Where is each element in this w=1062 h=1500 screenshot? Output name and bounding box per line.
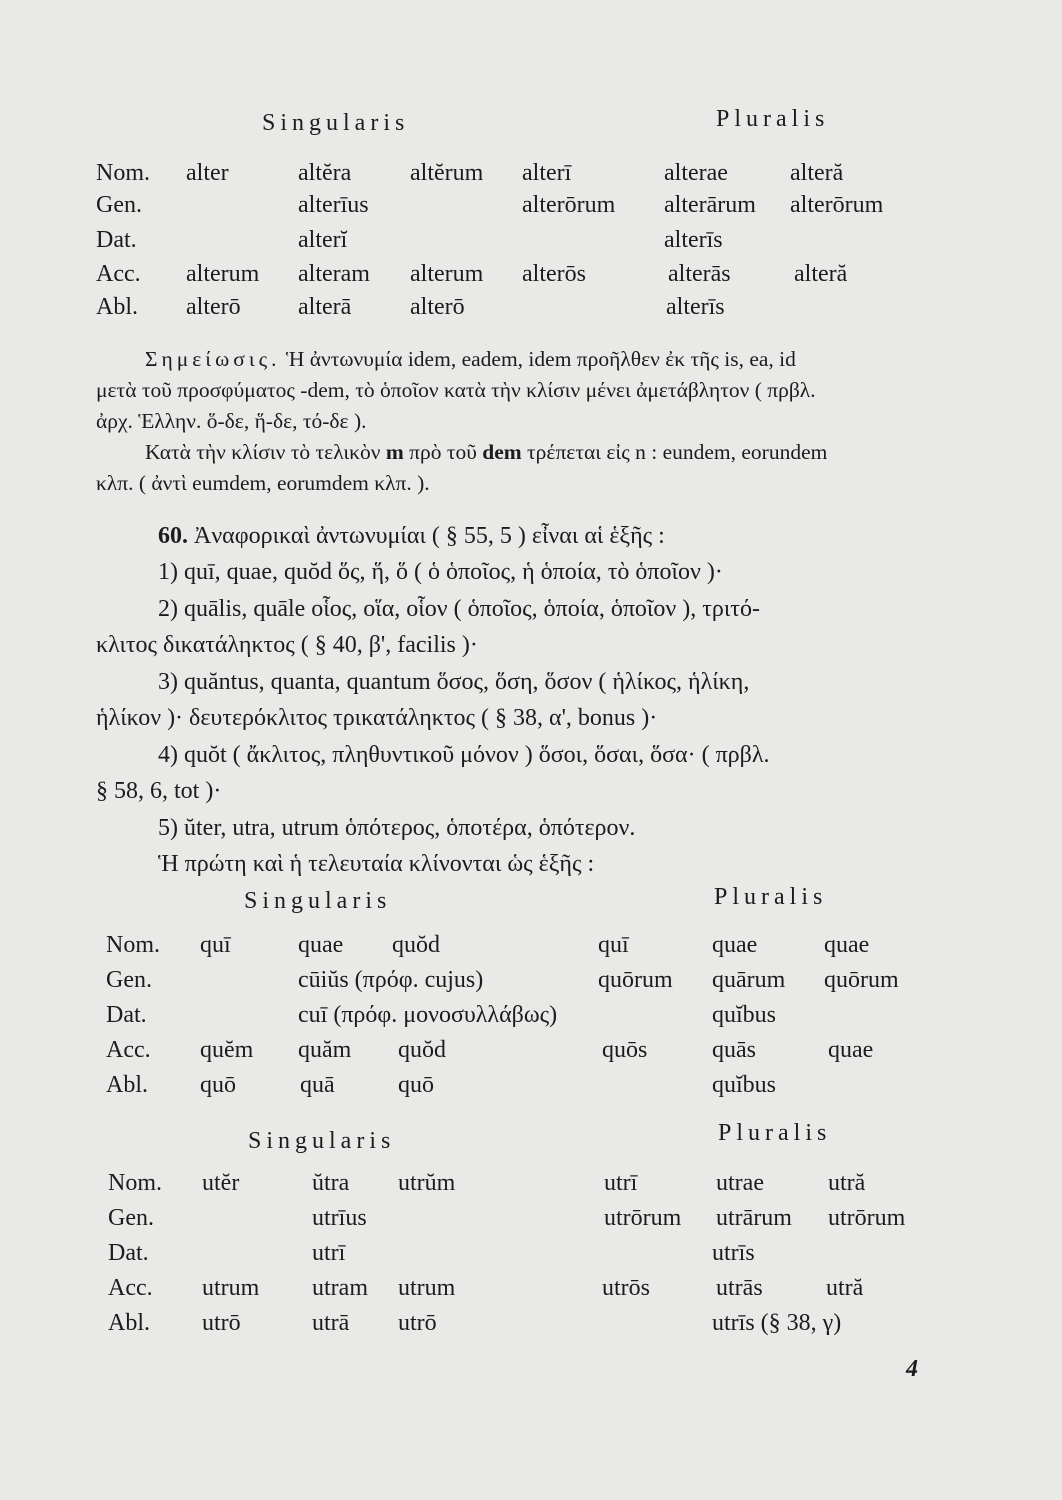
- form-cell: utrōrum: [604, 1205, 682, 1231]
- form-cell: utrā: [312, 1310, 350, 1336]
- form-cell: quī: [598, 932, 629, 958]
- form-cell: utrōs: [602, 1275, 650, 1301]
- form-cell: ŭtra: [312, 1170, 350, 1196]
- case-label: Abl.: [96, 294, 138, 320]
- section-60-line: ἡλίκον )· δευτερόκλιτος τρικατάληκτος ( § 38, α', bonus )·: [96, 705, 658, 731]
- form-cell: utrārum: [716, 1205, 792, 1231]
- note-bold: dem: [482, 440, 522, 464]
- form-cell: utrae: [716, 1170, 764, 1196]
- case-label: Acc.: [108, 1275, 153, 1301]
- case-label: Nom.: [106, 932, 160, 958]
- form-cell: alteră: [794, 261, 848, 287]
- table3-header-singularis: Singularis: [248, 1128, 396, 1154]
- form-cell: alterīs: [664, 227, 723, 253]
- form-cell: quăm: [298, 1037, 352, 1063]
- case-label: Dat.: [96, 227, 137, 253]
- case-label: Dat.: [106, 1002, 147, 1028]
- form-cell: alteram: [298, 261, 370, 287]
- case-label: Acc.: [96, 261, 141, 287]
- form-cell: quā: [300, 1072, 335, 1098]
- form-cell: quī: [200, 932, 231, 958]
- form-cell: quōrum: [598, 967, 673, 993]
- table-row: [0, 1201, 1062, 1235]
- table-row: [0, 1271, 1062, 1305]
- form-cell: alterōs: [522, 261, 586, 287]
- form-cell: quŏd: [398, 1037, 446, 1063]
- section-60-line: 1) quī, quae, quŏd ὅς, ἥ, ὅ ( ὁ ὁποῖος, ἡ ὁποία, τὸ ὁποῖον )·: [158, 559, 723, 585]
- form-cell: utră: [828, 1170, 866, 1196]
- form-cell: utră: [826, 1275, 864, 1301]
- table-row: [0, 188, 1062, 222]
- table-row: [0, 223, 1062, 257]
- case-label: Nom.: [96, 160, 150, 186]
- note-line-2: μετὰ τοῦ προσφύματος -dem, τὸ ὁποῖον κατὰ τὴν κλίσιν μένει ἀμετάβλητον ( πρβλ.: [96, 378, 816, 402]
- note-line-5: κλπ. ( ἀντὶ eumdem, eorumdem κλπ. ).: [96, 471, 430, 495]
- form-cell: cūiŭs (πρόφ. cujus): [298, 967, 484, 993]
- table2-header-singularis: Singularis: [244, 888, 392, 914]
- section-intro-text: Ἀναφορικαὶ ἀντωνυμίαι ( § 55, 5 ) εἶναι αἱ ἑξῆς :: [194, 523, 665, 549]
- case-label: Gen.: [108, 1205, 154, 1231]
- form-cell: quōs: [602, 1037, 648, 1063]
- table-row: [0, 1068, 1062, 1102]
- form-cell: quōrum: [824, 967, 899, 993]
- note-text: Ἡ ἀντωνυμία idem, eadem, idem προῆλθεν ἐκ τῆς is, ea, id: [285, 347, 796, 371]
- form-cell: alterum: [410, 261, 484, 287]
- form-cell: alterī: [522, 160, 572, 186]
- form-cell: utrum: [398, 1275, 456, 1301]
- table2-header-pluralis: Pluralis: [714, 884, 828, 910]
- note-line-4: [145, 439, 827, 466]
- case-label: Gen.: [96, 192, 142, 218]
- table1-header-singularis: Singularis: [262, 110, 410, 136]
- form-cell: alterīus: [298, 192, 369, 218]
- form-cell: alter: [186, 160, 229, 186]
- case-label: Dat.: [108, 1240, 149, 1266]
- form-cell: quae: [712, 932, 758, 958]
- form-cell: utrīus: [312, 1205, 367, 1231]
- form-cell: quĭbus: [712, 1072, 777, 1098]
- form-cell: utrī: [312, 1240, 346, 1266]
- form-cell: utram: [312, 1275, 368, 1301]
- form-cell: utrīs (§ 38, γ): [712, 1310, 842, 1336]
- form-cell: altĕrum: [410, 160, 484, 186]
- case-label: Acc.: [106, 1037, 151, 1063]
- form-cell: alterō: [410, 294, 465, 320]
- form-cell: utrās: [716, 1275, 763, 1301]
- section-60-line: 5) ŭter, utra, utrum ὁπότερος, ὁποτέρα, ὁπότερον.: [158, 815, 636, 841]
- table3-header-pluralis: Pluralis: [718, 1120, 832, 1146]
- note-line-3: ἀρχ. Ἑλλην. ὅ-δε, ἥ-δε, τό-δε ).: [96, 409, 367, 433]
- page-number: 4: [906, 1356, 918, 1382]
- table1-header-pluralis: Pluralis: [716, 106, 830, 132]
- form-cell: alterās: [668, 261, 731, 287]
- case-label: Abl.: [108, 1310, 150, 1336]
- form-cell: quŏd: [392, 932, 440, 958]
- table-row: [0, 928, 1062, 962]
- form-cell: utrō: [398, 1310, 437, 1336]
- form-cell: alterārum: [664, 192, 756, 218]
- table-row: [0, 156, 1062, 190]
- form-cell: alterā: [298, 294, 352, 320]
- form-cell: quō: [398, 1072, 434, 1098]
- section-60-line: 3) quăntus, quanta, quantum ὅσος, ὅση, ὅσον ( ἡλίκος, ἡλίκη,: [158, 669, 750, 695]
- form-cell: alterōrum: [522, 192, 616, 218]
- form-cell: quās: [712, 1037, 756, 1063]
- section-60-line: § 58, 6, tot )·: [96, 778, 222, 804]
- note-text: Κατὰ τὴν κλίσιν τὸ τελικὸν: [145, 440, 381, 464]
- form-cell: cuī (πρόφ. μονοσυλλάβως): [298, 1002, 558, 1028]
- section-60-line: Ἡ πρώτη καὶ ἡ τελευταία κλίνονται ὡς ἑξῆς :: [158, 851, 595, 877]
- form-cell: alterĭ: [298, 227, 348, 253]
- form-cell: utrŭm: [398, 1170, 456, 1196]
- form-cell: alterae: [664, 160, 728, 186]
- form-cell: utrīs: [712, 1240, 755, 1266]
- section-60-line: κλιτος δικατάληκτος ( § 40, β', facilis )·: [96, 632, 478, 658]
- case-label: Nom.: [108, 1170, 162, 1196]
- form-cell: quārum: [712, 967, 786, 993]
- table-row: [0, 998, 1062, 1032]
- form-cell: alteră: [790, 160, 844, 186]
- case-label: Abl.: [106, 1072, 148, 1098]
- form-cell: alterum: [186, 261, 260, 287]
- table-row: [0, 290, 1062, 324]
- table-row: [0, 1033, 1062, 1067]
- table-row: [0, 1166, 1062, 1200]
- form-cell: quĭbus: [712, 1002, 777, 1028]
- form-cell: quae: [828, 1037, 874, 1063]
- table-row: [0, 1236, 1062, 1270]
- section-number: 60.: [158, 523, 188, 549]
- form-cell: utrī: [604, 1170, 638, 1196]
- form-cell: quō: [200, 1072, 236, 1098]
- form-cell: utĕr: [202, 1170, 240, 1196]
- section-60-intro: [158, 518, 665, 555]
- table-row: [0, 963, 1062, 997]
- table-row: [0, 1306, 1062, 1340]
- form-cell: quae: [824, 932, 870, 958]
- section-60-line: 2) quālis, quāle οἷος, οἵα, οἷον ( ὁποῖος, ὁποία, ὁποῖον ), τριτό-: [158, 596, 760, 622]
- table-row: [0, 257, 1062, 291]
- section-60-line: 4) quŏt ( ἄκλιτος, πληθυντικοῦ μόνον ) ὅσοι, ὅσαι, ὅσα· ( πρβλ.: [158, 742, 770, 768]
- case-label: Gen.: [106, 967, 152, 993]
- form-cell: alterō: [186, 294, 241, 320]
- note-bold: m: [385, 440, 404, 464]
- form-cell: utrōrum: [828, 1205, 906, 1231]
- form-cell: alterīs: [666, 294, 725, 320]
- form-cell: quae: [298, 932, 344, 958]
- note-line-1: [145, 346, 796, 373]
- form-cell: utrum: [202, 1275, 260, 1301]
- note-text: τρέπεται εἰς n : eundem, eorundem: [527, 440, 828, 464]
- form-cell: altĕra: [298, 160, 352, 186]
- note-label: Σημείωσις.: [145, 347, 281, 371]
- note-text: πρὸ τοῦ: [409, 440, 477, 464]
- form-cell: quĕm: [200, 1037, 254, 1063]
- form-cell: alterōrum: [790, 192, 884, 218]
- form-cell: utrō: [202, 1310, 241, 1336]
